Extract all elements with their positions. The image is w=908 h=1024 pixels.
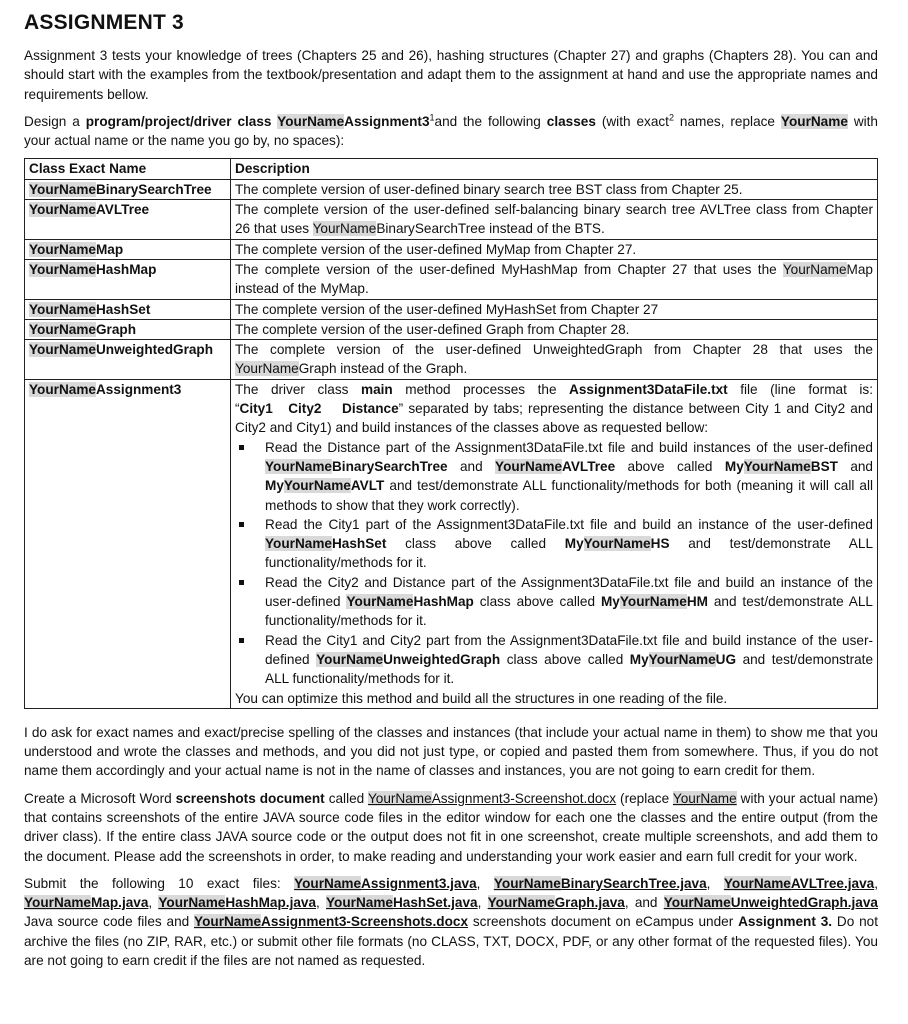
description-cell: The driver class main method processes the Assignment3DataFile.txt file (line format is: “City1 City2 Distance” separated by tabs; representing the distance between City 1 and City2 and City2 and City1) and build instances of the classes above as requested bellow: Read the Distance part of the Assignment3DataFile.txt file and build instances of the user-defined YourNameBinarySearchTree and YourNameAVLTree above called MyYourNameBST and MyYourNameAVLT and test/demonstrate ALL functionality/methods for both (meaning it will call all methods to show that they work correctly). Read the City1 part of the Assignment3DataFile.txt file and build an instance of the user-defined YourNameHashSet class above called MyYourNameHS and test/demonstrate ALL functionality/methods for it. Read the City2 and Distance part of the Assignment3DataFile.txt file and build an instance of the user-defined YourNameHashMap class above called MyYourNameHM and test/demonstrate ALL functionality/methods for it. Read the City1 and City2 part from the Assignment3DataFile.txt file and build instance of the user-defined YourNameUnweightedGraph class above called MyYourNameUG and test/demonstrate ALL functionality/methods for it. You can optimize this method and build all the structures in one reading of the file. bbox=[231, 379, 878, 708]
submit-file-name: YourNameUnweightedGraph.java bbox=[663, 895, 878, 911]
header-description: Description bbox=[231, 159, 878, 179]
footnote-ref-1: 1 bbox=[429, 112, 435, 123]
class-name-cell: YourNameGraph bbox=[25, 319, 231, 339]
description-cell: The complete version of the user-defined MyMap from Chapter 27. bbox=[231, 239, 878, 259]
description-cell: The complete version of the user-defined MyHashMap from Chapter 27 that uses the YourNameMap instead of the MyMap. bbox=[231, 259, 878, 299]
description-cell: The complete version of the user-defined Graph from Chapter 28. bbox=[231, 319, 878, 339]
exactness-paragraph: I do ask for exact names and exact/precise spelling of the classes and instances (that include your actual name in them) to show me that you understood and wrote the classes and methods, and you did not just type, or copied and pasted them from somewhere. Thus, if you do not name them accordingly and your actual name is not in the name of classes and instances, you are not going to earn credit for them. bbox=[24, 724, 878, 779]
submit-file-name: YourNameAVLTree.java bbox=[723, 875, 875, 891]
submit-file-name: YourNameMap.java bbox=[24, 895, 149, 911]
description-cell: The complete version of the user-defined MyHashSet from Chapter 27 bbox=[231, 299, 878, 319]
submit-file-name: YourNameBinarySearchTree.java bbox=[493, 875, 707, 891]
table-row bbox=[25, 340, 878, 380]
screenshots-paragraph: Create a Microsoft Word screenshots document called YourNameAssignment3-Screenshot.docx (replace YourName with your actual name) that contains screenshots of the entire JAVA source code files in the editor window for each one the classes and the entire output (from the driver class). If the entire class JAVA source code or the output does not fit in one screenshot, create multiple screenshots, and add them to the document. Please add the screenshots in order, to make reading and understanding your work easier and earn full credit for your work. bbox=[24, 790, 879, 864]
class-name-cell: YourNameUnweightedGraph bbox=[25, 340, 231, 380]
and-word: and bbox=[634, 895, 658, 911]
description-cell: The complete version of the user-defined self-balancing binary search tree AVLTree class from Chapter 26 that uses YourNameBinarySearchTree instead of the BTS. bbox=[231, 200, 878, 240]
page-title: ASSIGNMENT 3 bbox=[24, 11, 184, 34]
intro-paragraph: Assignment 3 tests your knowledge of trees (Chapters 25 and 26), hashing structures (Chapter 27) and graphs (Chapters 28). You can and should start with the examples from the textbook/presentation and adapt them to the assignment at hand and use the appropriate names and requirements bellow. bbox=[24, 48, 878, 102]
list-item: Read the Distance part of the Assignment3DataFile.txt file and build instances of the user-defined YourNameBinarySearchTree and YourNameAVLTree above called MyYourNameBST and MyYourNameAVLT and test/demonstrate ALL functionality/methods for both (meaning it will call all methods to show that they work correctly). bbox=[261, 438, 873, 515]
table-row-driver bbox=[25, 379, 878, 708]
list-item: Read the City1 part of the Assignment3DataFile.txt file and build an instance of the user-defined YourNameHashSet class above called MyYourNameHS and test/demonstrate ALL functionality/methods for it. bbox=[261, 515, 873, 573]
table-row bbox=[25, 239, 878, 259]
class-name-cell: YourNameAssignment3 bbox=[25, 379, 231, 708]
submit-file-name: YourNameGraph.java bbox=[487, 895, 625, 911]
footnote-ref-2: 2 bbox=[668, 112, 674, 123]
driver-steps-list bbox=[235, 438, 873, 689]
class-name-cell: YourNameAVLTree bbox=[25, 200, 231, 240]
submit-file-name: YourNameHashMap.java bbox=[158, 895, 317, 911]
submit-file-name: YourNameHashSet.java bbox=[326, 895, 478, 911]
table-row bbox=[25, 200, 878, 240]
submit-paragraph: Submit the following 10 exact files: YourNameAssignment3.java, YourNameBinarySearchTree.java, YourNameAVLTree.java, YourNameMap.java, YourNameHashMap.java, YourNameHashSet.java, YourNameGraph.java, and YourNameUnweightedGraph.java Java source code files and YourNameAssignment3-Screenshots.docx screenshots document on eCampus under Assignment 3. Do not archive the files (no ZIP, RAR, etc.) or submit other file formats (no CLASS, TXT, DOCX, PDF, or any other format of the requested files). You are not going to earn credit if the files are not named as requested. bbox=[24, 875, 879, 969]
table-row bbox=[25, 259, 878, 299]
description-cell: The complete version of user-defined binary search tree BST class from Chapter 25. bbox=[231, 179, 878, 199]
class-name-cell: YourNameHashMap bbox=[25, 259, 231, 299]
class-name-cell: YourNameBinarySearchTree bbox=[25, 179, 231, 199]
submit-file-name: YourNameAssignment3.java bbox=[294, 875, 477, 891]
description-cell: The complete version of the user-defined UnweightedGraph from Chapter 28 that uses the YourNameGraph instead of the Graph. bbox=[231, 340, 878, 380]
classes-table bbox=[24, 158, 878, 708]
header-class-name: Class Exact Name bbox=[25, 159, 231, 179]
table-row bbox=[25, 179, 878, 199]
list-item: Read the City2 and Distance part of the Assignment3DataFile.txt file and build an instance of the user-defined YourNameHashMap class above called MyYourNameHM and test/demonstrate ALL functionality/methods for it. bbox=[261, 573, 873, 631]
class-name-cell: YourNameHashSet bbox=[25, 299, 231, 319]
table-header-row bbox=[25, 159, 878, 179]
document bbox=[24, 10, 878, 970]
class-name-cell: YourNameMap bbox=[25, 239, 231, 259]
table-row bbox=[25, 319, 878, 339]
table-row bbox=[25, 299, 878, 319]
design-paragraph: Design a program/project/driver class $YourNameAssignment3^1and$ the following classes (with exact$^2$ names, replace YourName with your actual name or the name you go by, no spaces): bbox=[24, 112, 878, 149]
list-item: Read the City1 and City2 part from the Assignment3DataFile.txt file and build instance of the user-defined YourNameUnweightedGraph class above called MyYourNameUG and test/demonstrate ALL functionality/methods for it. bbox=[261, 631, 873, 689]
